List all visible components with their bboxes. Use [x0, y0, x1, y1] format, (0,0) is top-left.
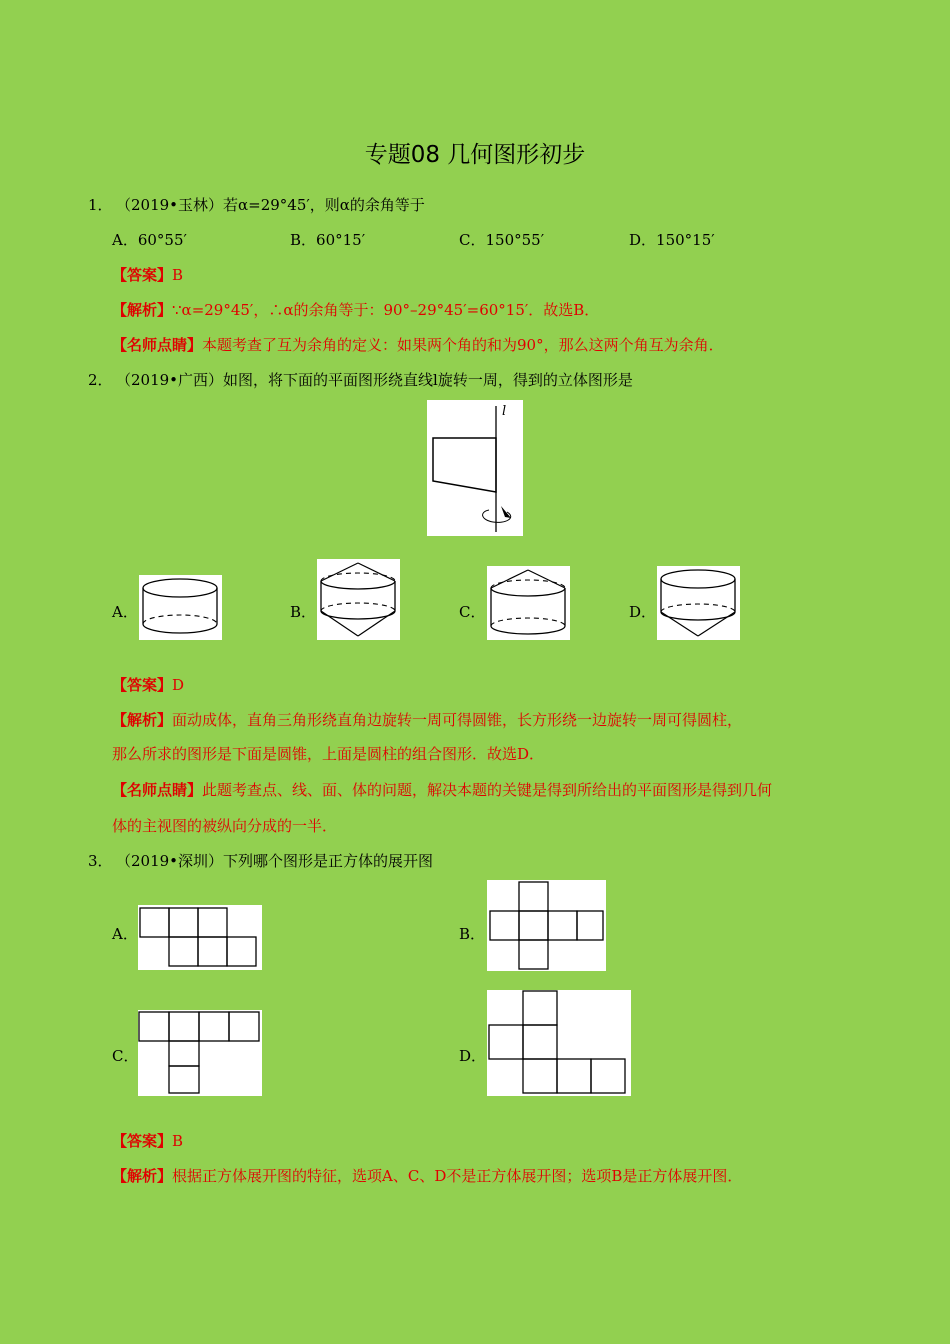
- analysis-tag: 【解析】: [112, 1167, 173, 1185]
- q2-option-c-label: C．: [459, 603, 486, 621]
- answer-tag: 【答案】: [112, 266, 173, 284]
- q1-answer-value: B: [172, 266, 184, 284]
- q1-analysis-text: ∵α=29°45′，∴α的余角等于：90°–29°45′=60°15′．故选B．: [172, 301, 600, 319]
- q1-option-a: A．60°55′: [112, 231, 187, 249]
- q2-option-a-label: A．: [112, 603, 138, 621]
- q1-option-b: B．60°15′: [290, 231, 366, 249]
- q2-option-b-label: B．: [290, 603, 317, 621]
- q2-option-c-cone-cylinder: [487, 566, 570, 640]
- q2-option-d-cylinder-cone: [657, 566, 740, 640]
- q2-option-a-cylinder: [139, 575, 222, 640]
- q3-number: 3．: [88, 852, 113, 870]
- q1-stem: （2019•玉林）若α=29°45′，则α的余角等于: [116, 196, 425, 214]
- answer-tag: 【答案】: [112, 676, 173, 694]
- q2-tip: [112, 779, 772, 800]
- q3-option-b-label: B．: [459, 925, 486, 943]
- tip-tag: 【名师点睛】: [112, 781, 203, 799]
- q1-tip: [112, 334, 724, 355]
- q3-option-d-label: D．: [459, 1047, 487, 1065]
- answer-tag: 【答案】: [112, 1132, 173, 1150]
- q2-tip-text-1: 此题考查点、线、面、体的问题，解决本题的关键是得到所给出的平面图形是得到几何: [202, 781, 773, 799]
- q2-stem: （2019•广西）如图，将下面的平面图形绕直线l旋转一周，得到的立体图形是: [116, 371, 633, 389]
- q2-number: 2．: [88, 371, 113, 389]
- q1-option-d: D．150°15′: [629, 231, 715, 249]
- q1-analysis: [112, 299, 599, 320]
- q3-option-b-net: [487, 880, 606, 971]
- q3-answer: [112, 1130, 183, 1151]
- q1-tip-text: 本题考查了互为余角的定义：如果两个角的和为90°，那么这两个角互为余角．: [202, 336, 724, 354]
- q3-analysis: [112, 1165, 742, 1186]
- q1-number: 1．: [88, 196, 113, 214]
- analysis-tag: 【解析】: [112, 301, 173, 319]
- q1-answer: [112, 264, 183, 285]
- q3-option-a-net: [138, 905, 262, 970]
- q2-analysis-text-2: 那么所求的图形是下面是圆锥，上面是圆柱的组合图形．故选D．: [112, 745, 545, 763]
- q2-answer-value: D: [172, 676, 185, 694]
- axis-label: l: [502, 404, 507, 419]
- q1-option-c: C．150°55′: [459, 231, 545, 249]
- q2-analysis-text-1: 面动成体，直角三角形绕直角边旋转一周可得圆锥，长方形绕一边旋转一周可得圆柱，: [172, 711, 743, 729]
- q3-stem: （2019•深圳）下列哪个图形是正方体的展开图: [116, 852, 434, 870]
- q2-rotation-figure: [427, 400, 523, 536]
- q3-answer-value: B: [172, 1132, 184, 1150]
- q2-option-d-label: D．: [629, 603, 657, 621]
- q2-tip-text-2: 体的主视图的被纵向分成的一半．: [112, 817, 338, 835]
- q2-analysis: [112, 709, 742, 730]
- q3-option-c-net: [138, 1010, 262, 1096]
- analysis-tag: 【解析】: [112, 711, 173, 729]
- q2-answer: [112, 674, 184, 695]
- q3-option-d-net: [487, 990, 631, 1096]
- q3-option-a-label: A．: [112, 925, 138, 943]
- q3-analysis-text: 根据正方体展开图的特征，选项A、C、D不是正方体展开图；选项B是正方体展开图．: [172, 1167, 743, 1185]
- q3-option-c-label: C．: [112, 1047, 139, 1065]
- tip-tag: 【名师点睛】: [112, 336, 203, 354]
- q2-option-b-double-cone-cylinder: [317, 559, 400, 640]
- page-title: 专题08 几何图形初步: [364, 142, 586, 168]
